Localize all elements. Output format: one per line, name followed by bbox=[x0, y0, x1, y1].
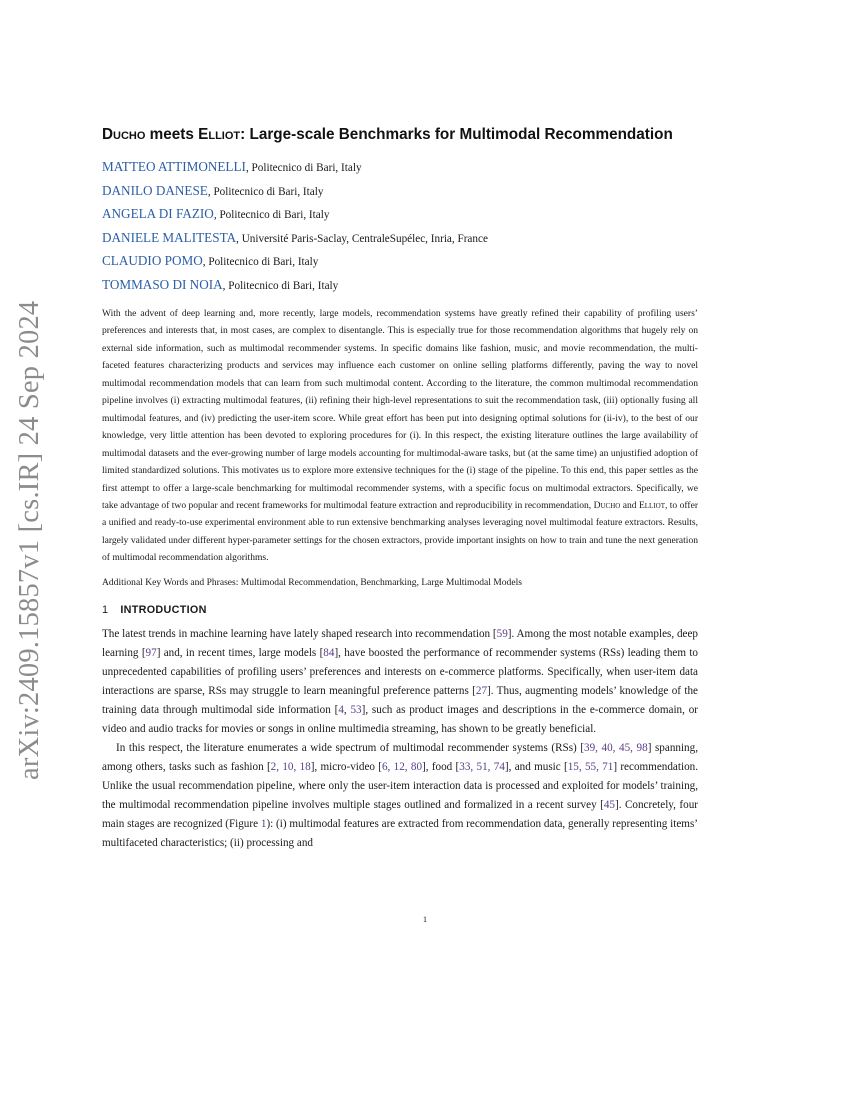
citation-link[interactable]: 6, 12, 80 bbox=[381, 761, 423, 774]
keywords: Additional Key Words and Phrases: Multimodal Recommendation, Benchmarking, Large Multimodal Models bbox=[102, 576, 522, 588]
abstract-elliot: Elliot bbox=[638, 499, 665, 511]
author-affiliation: , Politecnico di Bari, Italy bbox=[213, 209, 330, 221]
page-number: 1 bbox=[422, 914, 428, 924]
title-elliot: Elliot bbox=[198, 126, 241, 143]
author-name[interactable]: MATTEO ATTIMONELLI bbox=[102, 159, 246, 174]
abstract-ducho: Ducho bbox=[593, 499, 621, 511]
abstract bbox=[102, 305, 698, 567]
title-rest: : Large-scale Benchmarks for Multimodal Recommendation bbox=[240, 126, 673, 143]
paper-content bbox=[102, 126, 698, 853]
arxiv-identifier-stamp[interactable]: arXiv:2409.15857v1 [cs.IR] 24 Sep 2024 bbox=[14, 300, 45, 780]
abstract-text: With the advent of deep learning and, more recently, large models, recommendation systems have greatly refined their capability of profiling users’ preferences and interests that, in most cases, are complex to disentangle. This is especially true for those recommendation algorithms that hugely rely on external side information, such as multimodal recommender systems. In specific domains like fashion, music, and movie recommendation, the multi-faceted features characterizing products and services may influence each customer on online selling platforms differently, paving the way to novel multimodal recommendation models that can learn from such multimodal content. According to the literature, the common multimodal recommendation pipeline involves (i) extracting multimodal features, (ii) refining their high-level representations to suit the recommendation task, (iii) optionally fusing all multimodal features, and (iv) predicting the user-item score. While great effort has been put into designing optimal solutions for (ii-iv), to the best of our knowledge, very little attention has been devoted to exploring procedures for (i). In this respect, the existing literature outlines the large availability of multimodal datasets and the ever-growing number of large models accounting for multimodal-aware tasks, but (at the same time) an unjustified adoption of limited standardized solutions. This motivates us to explore more extensive techniques for the (i) stage of the pipeline. To this end, this paper settles as the first attempt to offer a large-scale benchmarking for multimodal recommender systems, with a specific focus on multimodal extractors. Specifically, we take advantage of two popular and recent frameworks for multimodal feature extraction and reproducibility in recommendation, bbox=[102, 308, 698, 511]
citation-link[interactable]: 53 bbox=[350, 703, 362, 716]
author-name[interactable]: DANILO DANESE bbox=[102, 182, 208, 198]
text: ] and, in recent times, large models [ bbox=[156, 646, 324, 659]
text: , bbox=[343, 703, 351, 716]
author-affiliation: , Politecnico di Bari, Italy bbox=[245, 162, 362, 174]
abstract-and: and bbox=[620, 499, 639, 511]
text: ]. Among the most notable examples, deep learning [ bbox=[102, 627, 698, 659]
author-name[interactable]: ANGELA DI FAZIO bbox=[102, 206, 214, 221]
author-affiliation: , Université Paris-Saclay, CentraleSupélec, Inria, France bbox=[236, 232, 488, 245]
text: The latest trends in machine learning have lately shaped research into recommendation [ bbox=[102, 627, 497, 640]
section-title: INTRODUCTION bbox=[120, 603, 207, 616]
title-meets: meets bbox=[145, 126, 199, 143]
intro-paragraph-2 bbox=[102, 739, 698, 853]
citation-link[interactable]: 97 bbox=[145, 646, 157, 659]
paper-title bbox=[102, 126, 698, 144]
abstract-text-end: , to offer a unified and ready-to-use experimental environment able to run extensive benchmarking analyses leveraging novel multimodal feature extractors. Results, largely validated under different hyper-parameter settings for the chosen extractors, provide important insights on how to train and tune the next generation of multimodal recommendation algorithms. bbox=[102, 499, 698, 564]
author-entry bbox=[102, 156, 698, 180]
citation-link[interactable]: 59 bbox=[496, 627, 508, 640]
title-ducho: Ducho bbox=[102, 126, 146, 143]
citation-link[interactable]: 2, 10, 18 bbox=[270, 761, 311, 774]
figure-link[interactable]: 1 bbox=[260, 818, 267, 831]
text: ], such as product images and descriptions in the e-commerce domain, or video and audio tracks for movies or songs in online multimedia streaming, has shown to be greatly beneficial. bbox=[102, 703, 698, 736]
text: ], and music [ bbox=[504, 761, 568, 774]
author-entry bbox=[102, 250, 698, 274]
author-name[interactable]: DANIELE MALITESTA bbox=[102, 229, 237, 245]
citation-link[interactable]: 84 bbox=[323, 646, 335, 659]
author-affiliation: , Politecnico di Bari, Italy bbox=[222, 279, 339, 292]
text: ]. Concretely, four main stages are recognized (Figure bbox=[102, 799, 698, 831]
text: ], micro-video [ bbox=[310, 761, 382, 774]
text: ] spanning, among others, tasks such as fashion [ bbox=[102, 742, 698, 774]
author-entry bbox=[102, 203, 698, 227]
text: ], have boosted the performance of recommender systems (RSs) leading them to unprecedented capabilities of profiling users’ preferences and interests on e-commerce platforms. Specifically, when user-item data interactions are sparse, RSs may struggle to learn meaningful preference patterns [ bbox=[102, 646, 698, 697]
citation-link[interactable]: 27 bbox=[475, 684, 488, 697]
author-entry bbox=[102, 274, 698, 298]
text: ], food [ bbox=[422, 761, 460, 774]
author-entry bbox=[102, 180, 698, 204]
section-heading-introduction bbox=[102, 604, 698, 616]
author-affiliation: , Politecnico di Bari, Italy bbox=[202, 256, 319, 268]
text: ): (i) multimodal features are extracted from recommendation data, generally representing items’ multifaceted characteristics; (ii) processing and bbox=[102, 818, 698, 850]
author-entry bbox=[102, 227, 698, 251]
text: In this respect, the literature enumerates a wide spectrum of multimodal recommender systems (RSs) [ bbox=[116, 742, 585, 755]
author-affiliation: , Politecnico di Bari, Italy bbox=[207, 185, 324, 198]
text: ]. Thus, augmenting models’ knowledge of the training data through multimodal side information [ bbox=[102, 684, 698, 716]
section-number: 1 bbox=[102, 603, 109, 616]
author-list bbox=[102, 156, 698, 297]
citation-link[interactable]: 39, 40, 45, 98 bbox=[584, 742, 648, 755]
citation-link[interactable]: 15, 55, 71 bbox=[567, 761, 614, 774]
author-name[interactable]: CLAUDIO POMO bbox=[102, 253, 203, 268]
citation-link[interactable]: 45 bbox=[603, 799, 615, 812]
citation-link[interactable]: 33, 51, 74 bbox=[459, 761, 505, 774]
author-name[interactable]: TOMMASO DI NOIA bbox=[102, 276, 223, 292]
intro-paragraph-1 bbox=[102, 625, 698, 739]
text: ] recommendation. Unlike the usual recommendation pipeline, where only the user-item interaction data is processed and exploited for models’ training, the multimodal recommendation pipeline involves multiple stages outlined and formalized in a recent survey [ bbox=[102, 761, 698, 812]
citation-link[interactable]: 4 bbox=[338, 703, 344, 716]
